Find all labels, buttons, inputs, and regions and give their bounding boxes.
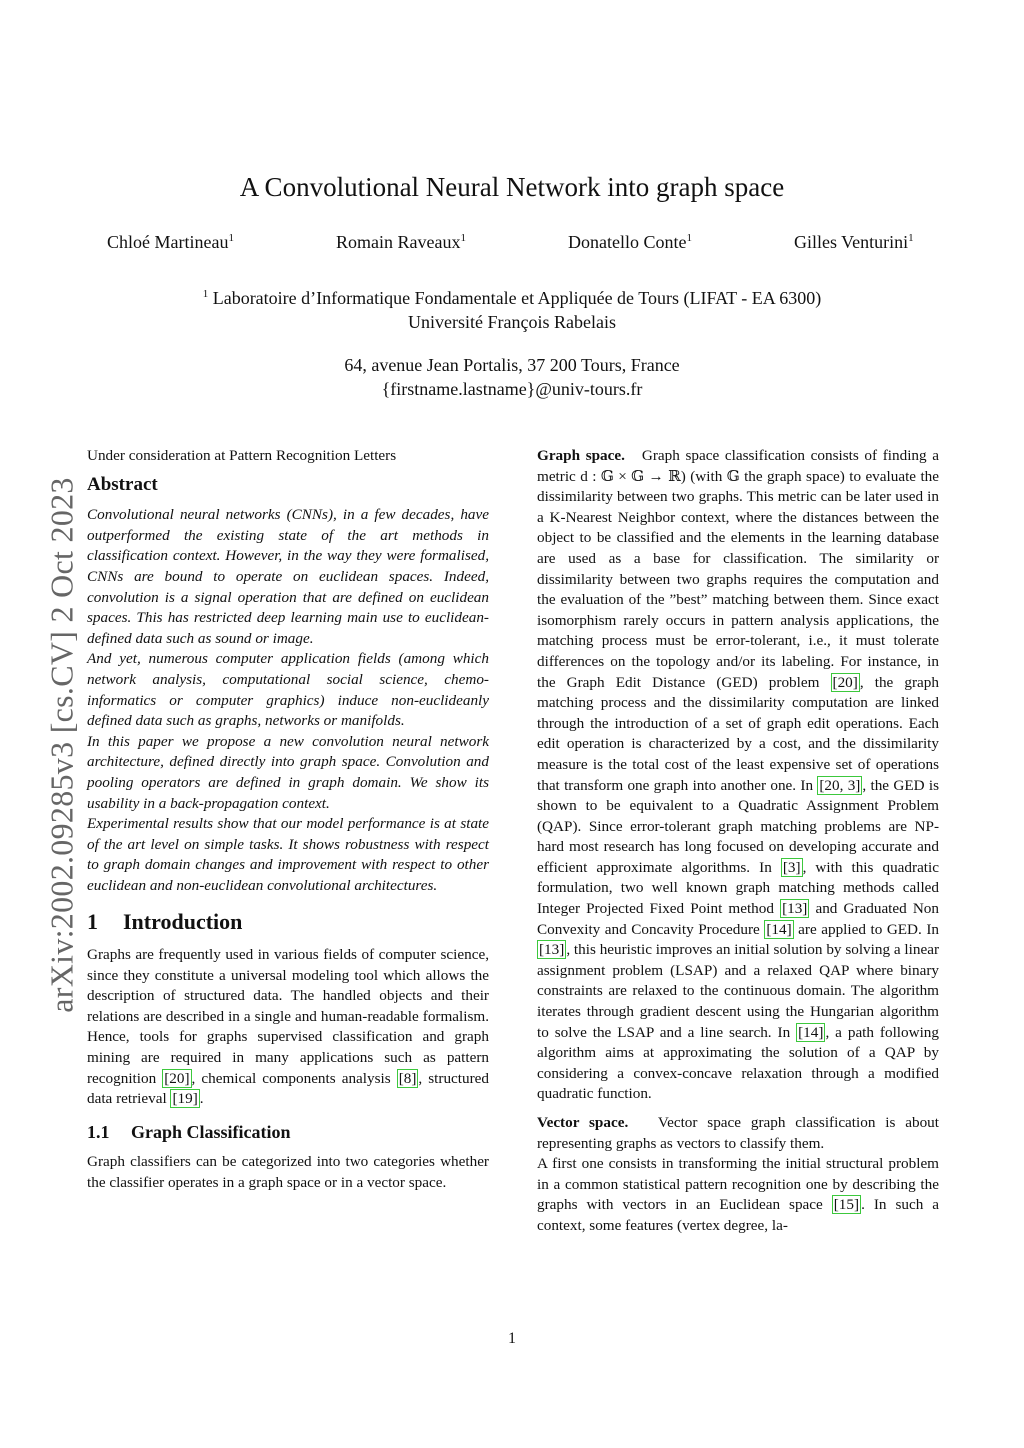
citation-link[interactable]: [14] bbox=[798, 1023, 824, 1041]
address: 64, avenue Jean Portalis, 37 200 Tours, France bbox=[344, 355, 680, 375]
page-number: 1 bbox=[508, 1330, 516, 1347]
venue-note: Under consideration at Pattern Recognition Letters bbox=[87, 447, 397, 464]
subsection-heading: 1.1 Graph Classification bbox=[87, 1121, 291, 1142]
citation-link[interactable]: [20] bbox=[164, 1069, 190, 1087]
citation-link[interactable]: [13] bbox=[539, 941, 565, 959]
citation-link[interactable]: [3] bbox=[782, 858, 801, 876]
abstract-paragraph: In this paper we propose a new convolution neural network architecture, defined directly into graph space. Convolution and pooling operators are defined in graph domain. We show its usability in a back-propagation context. bbox=[87, 732, 489, 812]
left-column bbox=[87, 446, 489, 1194]
citation-link[interactable]: [20] bbox=[832, 673, 858, 691]
abstract-heading: Abstract bbox=[87, 473, 158, 495]
address-block bbox=[0, 353, 1024, 401]
citation-link[interactable]: [8] bbox=[398, 1069, 417, 1087]
paper-title: A Convolutional Neural Network into graph space bbox=[239, 172, 785, 202]
vector-space-paragraph: Vector space. Vector space graph classification is about representing graphs as vectors to classify them. bbox=[537, 1114, 939, 1152]
email: {firstname.lastname}@univ-tours.fr bbox=[381, 379, 643, 399]
abstract-paragraph: Experimental results show that our model performance is at state of the art level on simple tasks. It shows robustness with respect to graph domain changes and improvement with respect to other euclidean and non-euclidean convolutional architectures. bbox=[87, 815, 489, 894]
author-3: Donatello Conte$^1$ bbox=[568, 232, 692, 252]
abstract-paragraph: Convolutional neural networks (CNNs), in a few decades, have outperformed the existing state of the art methods in classification context. However, in the way they were formalised, CNNs are bound to operate on euclidean spaces. Indeed, convolution is a signal operation that are defined on euclidean spaces. This has restricted deep learning main use to euclidean-defined data such as sound or image. bbox=[87, 506, 489, 647]
right-column bbox=[537, 446, 939, 1237]
intro-paragraph: Graphs are frequently used in various fields of computer science, since they constitute a universal modeling tool which allows the description of structured data. The handled objects and their relations are described in a single and human-readable formalism. Hence, tools for graphs supervised classification and graph mining are required in many applications such as pattern recognition [20] , chemical components analysis [8] , structured data retrieval [19] . bbox=[87, 946, 490, 1108]
abstract-paragraph: And yet, numerous computer application fields (among which network analysis, computational social science, chemo-informatics or computer graphics) induce non-euclideanly defined data such as graphs, networks or manifolds. bbox=[87, 650, 489, 730]
citation-link[interactable]: [19] bbox=[172, 1090, 198, 1108]
author-1: Chloé Martineau$^1$ bbox=[107, 232, 234, 252]
arxiv-id: arXiv:2002.09285v3 [cs.CV] 2 Oct 2023 bbox=[43, 477, 80, 1013]
citation-link[interactable]: [20, 3] bbox=[819, 776, 861, 794]
section-heading: 1 Introduction bbox=[87, 909, 243, 935]
graph-space-paragraph: Graph space. Graph space classification consists of finding a metric d : 𝔾 × 𝔾 → ℝ) (with 𝔾 the graph space) to evaluate the dissimilarity between two graphs. This metric can be later used in a K-Nearest Neighbor context, where the distances between the object to be classified and the elements in the learning database are used as a base for classification. The similarity or dissimilarity between two graphs requires the computation and the evaluation of the ”best” matching between them. Since exact isomorphism rarely occurs in pattern analysis applications, the matching process must be error-tolerant, i.e., it must tolerate differences on the topology and/or its labeling. For instance, in the Graph Edit Distance (GED) problem [20] , the graph matching process and the dissimilarity computation are linked through the introduction of a set of graph edit operations. Each edit operation is characterized by a cost, and the dissimilarity measure is the total cost of the least expensive set of operations that transform one graph into another one. In [20, 3] , the GED is shown to be equivalent to a Quadratic Assignment Problem (QAP). Since error-tolerant graph matching problems are NP-hard most research has long focused on developing accurate and efficient approximate algorithms. In [3] , with this quadratic formulation, two well known graph matching methods called Integer Projected Fixed Point method [13] and Graduated Non Convexity and Concavity Procedure [14] are applied to GED. In [13] , this heuristic improves an initial solution by solving a linear assignment problem (LSAP) and a relaxed QAP where binary constraints are relaxed to the continuous domain. The algorithm iterates through gradient descent using the Hungarian algorithm to solve the LSAP and a line search. In [14] , a path following algorithm aims at approximating the solution of a QAP by considering a convex-concave relaxation through a modified quadratic function. bbox=[537, 447, 940, 1103]
author-4: Gilles Venturini$^1$ bbox=[794, 232, 914, 252]
citation-link[interactable]: [14] bbox=[766, 920, 792, 938]
citation-link[interactable]: [13] bbox=[782, 900, 808, 918]
vector-space-paragraph-2: A first one consists in transforming the initial structural problem in a common statistical pattern recognition one by describing the graphs with vectors in an Euclidean space [15] . In such a context, some features (vertex degree, la- bbox=[537, 1155, 940, 1234]
affiliation: $^1$ Laboratoire d’Informatique Fondamentale et Appliquée de Tours (LIFAT - EA 6300) Université François Rabelais bbox=[202, 288, 822, 332]
author-2: Romain Raveaux$^1$ bbox=[336, 232, 466, 252]
subsection-paragraph: Graph classifiers can be categorized into two categories whether the classifier operates in a graph space or in a vector space. bbox=[87, 1153, 489, 1191]
citation-link[interactable]: [15] bbox=[833, 1196, 860, 1214]
